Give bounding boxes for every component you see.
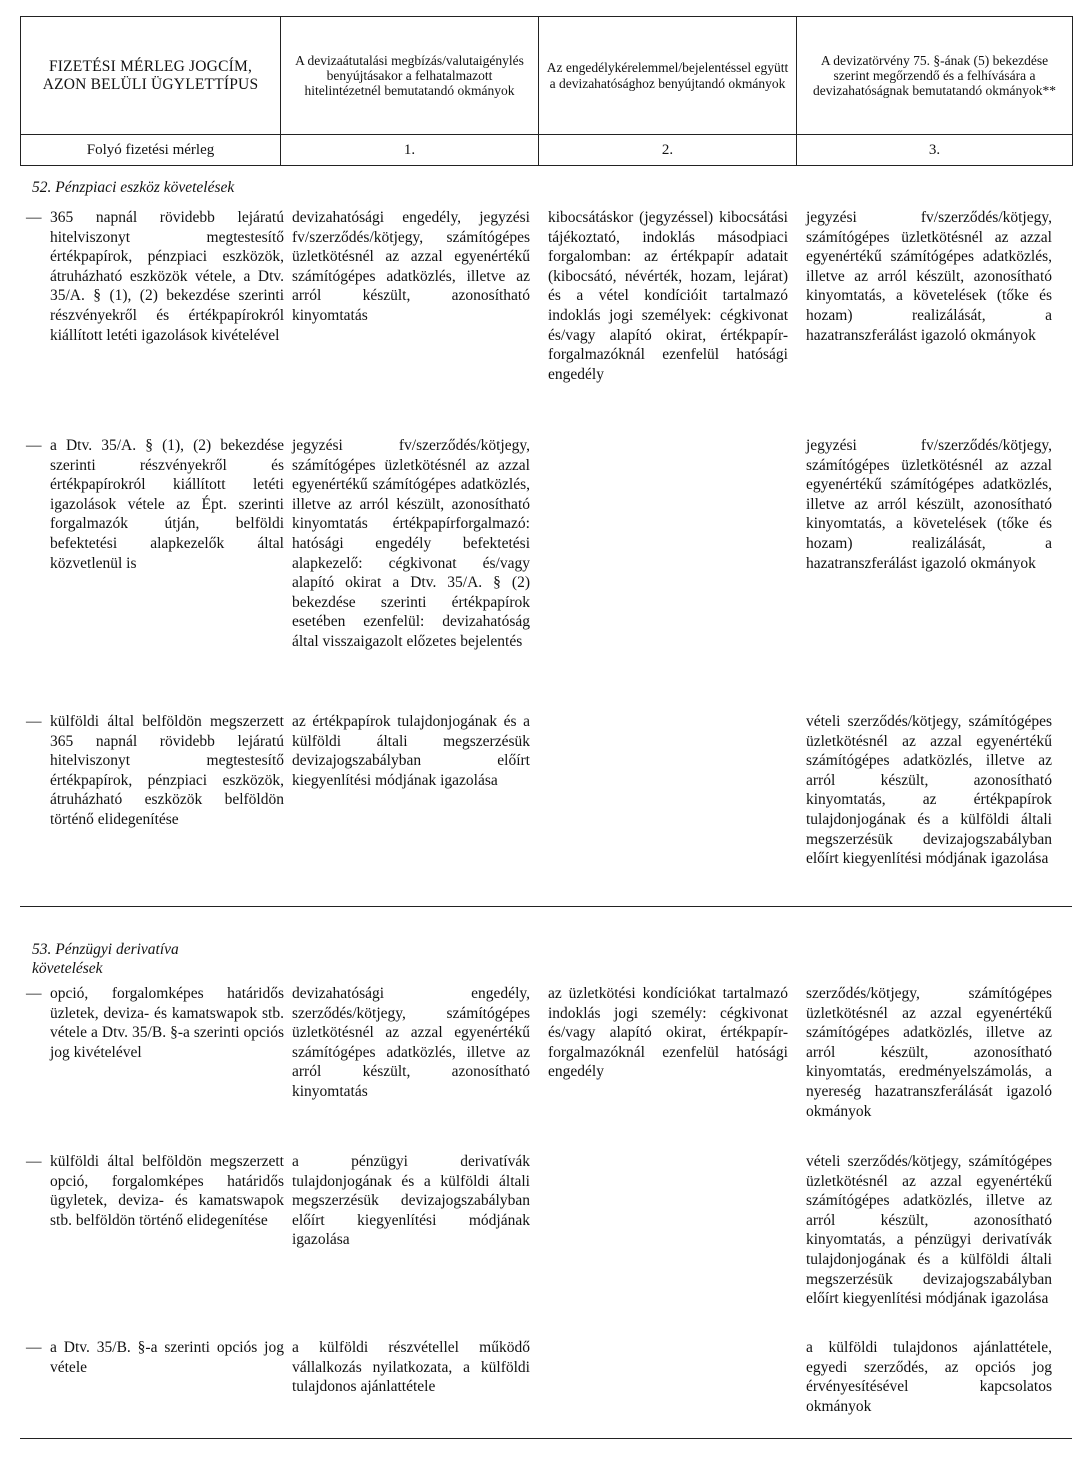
row-item-text: külföldi által belföldön megszerzett opció, forgalomképes határidős ügyletek, deviza- és kamatswapok stb. belföldön történő elidegenítése <box>50 1153 284 1229</box>
row-item-cell <box>26 1338 284 1377</box>
subheader-col-2: 2. <box>539 135 797 166</box>
header-col-2: Az engedélykérelemmel/bejelentéssel együtt a devizahatósághoz benyújtandó okmányok <box>539 17 797 135</box>
header-col-0: FIZETÉSI MÉRLEG JOGCÍM, AZON BELÜLI ÜGYLETTÍPUS <box>21 17 281 135</box>
row-item-text: a Dtv. 35/A. § (1), (2) bekezdése szerinti részvényekről és értékpapírokról kiállított letéti igazolások vétele az Épt. szerinti forgalmazók útján, belföldi befektetési alapkezelők által közvetlenül is <box>50 437 284 572</box>
col-3-cell: jegyzési fv/szerződés/kötjegy, számítógépes üzletkötésnél az azzal egyenértékű számítógépes adatközlés, illetve az arról készült, azonosítható kinyomtatás, a követelések (tőke és hozam) realizálását, a hazatranszferálást igazoló okmányok <box>806 437 1052 572</box>
dash-marker: — <box>26 985 42 1002</box>
subheader-col-3: 3. <box>797 135 1073 166</box>
row-item-cell <box>26 208 284 345</box>
header-col-1: A devizaátutalási megbízás/valutaigénylés benyújtásakor a felhatalmazott hitelintézetnél bemutatandó okmányok <box>281 17 539 135</box>
header-row <box>21 17 1073 135</box>
col-3-cell: vételi szerződés/kötjegy, számítógépes üzletkötésnél az azzal egyenértékű számítógépes adatközlés, illetve az arról készült, azonosítható kinyomtatás, az értékpapírok tulajdonjogának és a külföldi általi megszerzésük devizajogszabályban előírt kiegyenlítési módjának igazolása <box>806 713 1052 868</box>
subheader-col-1: 1. <box>281 135 539 166</box>
col-3-cell: szerződés/kötjegy, számítógépes üzletkötésnél az azzal egyenértékű számítógépes adatközlés, illetve az arról készült, azonosítható kinyomtatás, eredményelszámolás, a nyereség hazatranszferálását igazoló okmányok <box>806 985 1052 1120</box>
section-divider <box>20 906 1072 907</box>
col-3-cell: jegyzési fv/szerződés/kötjegy, számítógépes üzletkötésnél az azzal egyenértékű számítógépes adatközlés, illetve az arról készült, azonosítható kinyomtatás, a követelések (tőke és hozam) realizálását, a hazatranszferálást igazoló okmányok <box>806 209 1052 344</box>
col-1-cell: a külföldi részvétellel működő vállalkozás nyilatkozata, a külföldi tulajdonos ajánlattétele <box>292 1339 530 1396</box>
bottom-rule <box>20 1438 1072 1439</box>
section-title-52: 52. Pénzpiaci eszköz követelések <box>32 179 235 196</box>
col-3-cell: a külföldi tulajdonos ajánlattétele, egyedi szerződés, az opciós jog érvényesítésével kapcsolatos okmányok <box>806 1339 1052 1415</box>
dash-marker: — <box>26 713 42 730</box>
col-1-cell: az értékpapírok tulajdonjogának és a külföldi általi megszerzésük devizajogszabályban előírt kiegyenlítési módjának igazolása <box>292 713 530 789</box>
dash-marker: — <box>26 437 42 454</box>
col-1-cell: devizahatósági engedély, szerződés/kötjegy, számítógépes üzletkötésnél az azzal egyenértékű számítógépes adatközlés, illetve az arról készült, azonosítható kinyomtatás <box>292 985 530 1100</box>
section-title-53: 53. Pénzügyi derivatíva követelések <box>32 941 179 977</box>
dash-marker: — <box>26 1339 42 1356</box>
col-3-cell: vételi szerződés/kötjegy, számítógépes üzletkötésnél az azzal egyenértékű számítógépes adatközlés, illetve az arról készült, azonosítható kinyomtatás, a pénzügyi derivatívák tulajdonjogának és a külföldi általi megszerzésük devizajogszabályban előírt kiegyenlítési módjának igazolása <box>806 1153 1052 1308</box>
row-item-text: 365 napnál rövidebb lejáratú hitelviszonyt megtestesítő értékpapírok, pénzpiaci eszközök, átruházható eszközök vétele, a Dtv. 35/A. § (1), (2) bekezdése szerinti részvényekről és értékpapírokról kiállított letéti igazolások kivételével <box>50 209 284 344</box>
dash-marker: — <box>26 209 42 226</box>
col-2-cell: az üzletkötési kondíciókat tartalmazó indoklás jogi személy: cégkivonat és/vagy alapító okirat, értékpapír-forgalmazóknál ezenfelül hatósági engedély <box>548 985 788 1081</box>
row-item-text: opció, forgalomképes határidős üzletek, deviza- és kamatswapok stb. vétele a Dtv. 35/B. §-a szerinti opciós jog kivételével <box>50 985 284 1061</box>
subheader-col-0: Folyó fizetési mérleg <box>21 135 281 166</box>
row-item-text: külföldi által belföldön megszerzett 365 napnál rövidebb lejáratú hitelviszonyt megtestesítő értékpapírok, pénzpiaci eszközök, átruházható eszközök belföldön történő elidegenítése <box>50 713 284 828</box>
col-2-cell: kibocsátáskor (jegyzéssel) kibocsátási tájékoztató, indoklás másodpiaci forgalomban: az értékpapír adatait (kibocsátó, névérték, hozam, lejárat) és a vétel kondícióit tartalmazó indoklás jogi személyek: cégkivonat és/vagy alapító okirat, értékpapír-forgalmazóknál ezenfelül hatósági engedély <box>548 209 788 383</box>
col-1-cell: a pénzügyi derivatívák tulajdonjogának és a külföldi általi megszerzésük devizajogszabályban előírt kiegyenlítési módjának igazolása <box>292 1153 530 1249</box>
row-item-cell <box>26 984 284 1062</box>
col-1-cell: jegyzési fv/szerződés/kötjegy, számítógépes üzletkötésnél az azzal egyenértékű számítógépes adatközlés, illetve az arról készült, azonosítható kinyomtatás értékpapírforgalmazó: hatósági engedély befektetési alapkezelő: cégkivonat és/vagy alapító okirat a Dtv. 35/A. § (2) bekezdése szerinti értékpapírok esetében ezenfelül: devizahatóság által visszaigazolt előzetes bejelentés <box>292 437 530 650</box>
header-table <box>20 16 1073 166</box>
row-item-cell <box>26 1152 284 1230</box>
row-item-text: a Dtv. 35/B. §-a szerinti opciós jog vétele <box>50 1339 284 1376</box>
row-item-cell <box>26 712 284 830</box>
col-1-cell: devizahatósági engedély, jegyzési fv/szerződés/kötjegy, számítógépes üzletkötésnél az azzal egyenértékű számítógépes adatközlés, illetve az arról készült, azonosítható kinyomtatás <box>292 209 530 324</box>
header-col-3: A devizatörvény 75. §-ának (5) bekezdése szerint megőrzendő és a felhívására a devizahatóságnak bemutatandó okmányok** <box>797 17 1073 135</box>
subheader-row <box>21 135 1073 166</box>
dash-marker: — <box>26 1153 42 1170</box>
row-item-cell <box>26 436 284 573</box>
